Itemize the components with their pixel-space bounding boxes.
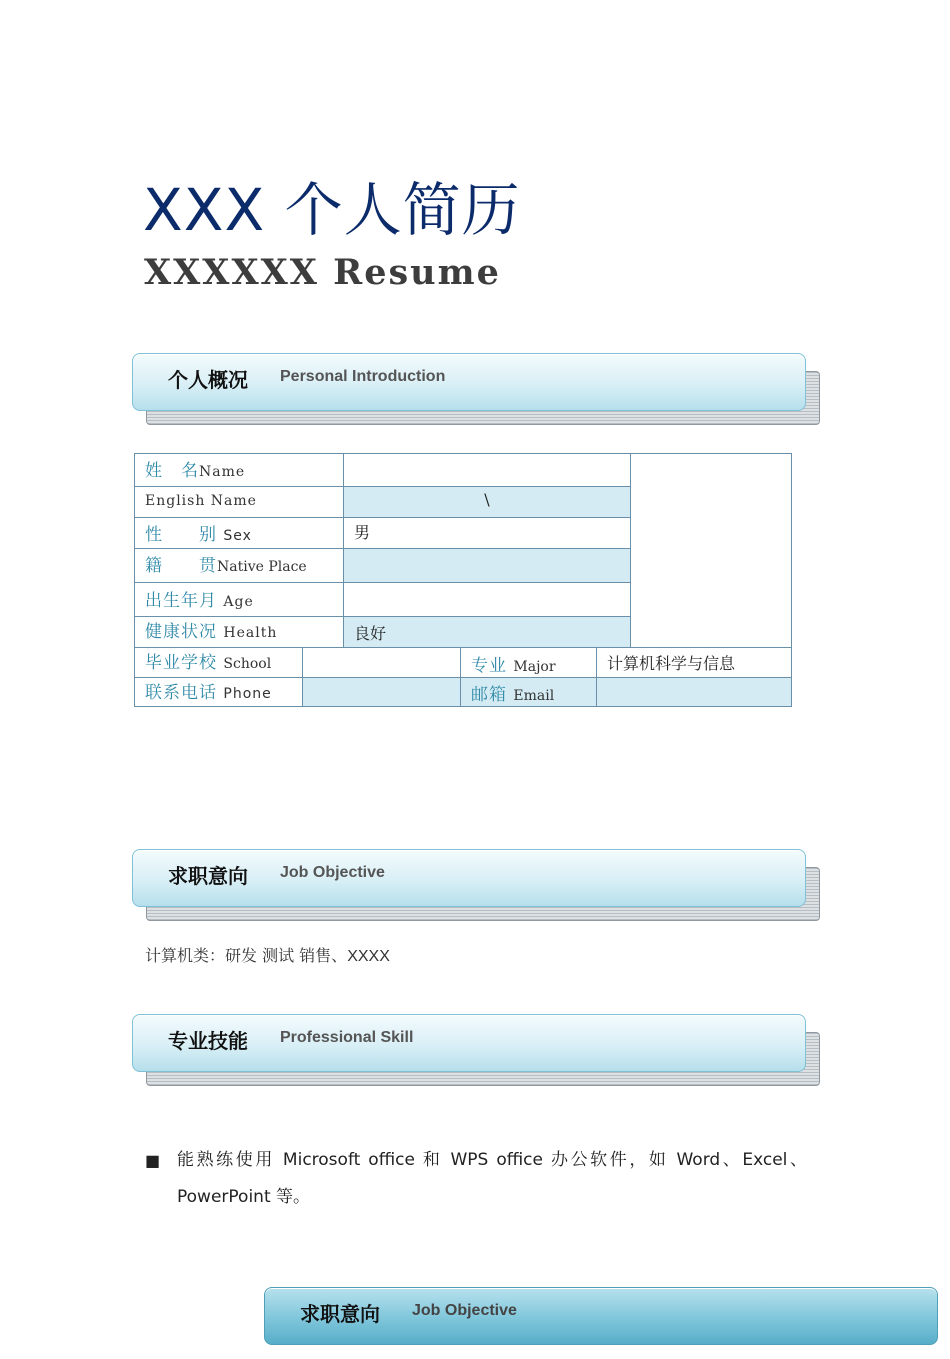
label-cn: 健康状况 bbox=[145, 622, 217, 642]
label-en: Phone bbox=[223, 686, 272, 702]
photo-placeholder bbox=[630, 453, 792, 648]
section-title-en: Professional Skill bbox=[280, 1029, 414, 1046]
table-label-sex bbox=[134, 517, 344, 549]
skill-list-item bbox=[145, 1142, 807, 1216]
table-label-english-name bbox=[134, 486, 344, 518]
table-value-health: 良好 bbox=[343, 616, 631, 648]
label-cn: 姓 名 bbox=[145, 461, 199, 481]
label-en: English Name bbox=[145, 493, 257, 509]
personal-info-table bbox=[134, 453, 792, 707]
table-value-phone bbox=[302, 677, 461, 707]
table-label-name bbox=[134, 453, 344, 487]
section-title-cn: 个人概况 bbox=[168, 368, 248, 392]
label-cn: 籍 贯 bbox=[145, 556, 217, 576]
table-label-major bbox=[460, 647, 597, 678]
label-en: Major bbox=[513, 659, 556, 675]
label-en: Name bbox=[199, 464, 246, 480]
section-banner-skill bbox=[132, 1014, 806, 1086]
table-label-age bbox=[134, 582, 344, 617]
section-title-en: Job Objective bbox=[412, 1302, 517, 1319]
label-cn: 专业 bbox=[471, 656, 507, 676]
skill-text: 能熟练使用 Microsoft office 和 WPS office 办公软件，如 Word、Excel、PowerPoint 等。 bbox=[177, 1150, 807, 1207]
label-en: Email bbox=[513, 688, 555, 704]
label-en: Health bbox=[223, 625, 278, 641]
table-value-age bbox=[343, 582, 631, 617]
section-banner-objective-bottom bbox=[264, 1287, 938, 1359]
label-cn: 联系电话 bbox=[145, 683, 217, 703]
section-banner-objective bbox=[132, 849, 806, 921]
table-value-major: 计算机科学与信息 bbox=[596, 647, 792, 678]
table-value-email bbox=[596, 677, 792, 707]
label-cn: 邮箱 bbox=[471, 685, 507, 705]
section-title-cn: 求职意向 bbox=[300, 1302, 380, 1326]
label-en: Age bbox=[223, 594, 254, 610]
section-title-en: Job Objective bbox=[280, 864, 385, 881]
label-en: Sex bbox=[223, 528, 252, 544]
label-en: School bbox=[223, 656, 272, 672]
table-value-name bbox=[343, 453, 631, 487]
table-label-school bbox=[134, 647, 303, 678]
table-label-email bbox=[460, 677, 597, 707]
section-title-en: Personal Introduction bbox=[280, 368, 446, 385]
section-title-cn: 求职意向 bbox=[168, 864, 248, 888]
section-banner-personal bbox=[132, 353, 806, 425]
objective-prefix: 计算机类：研发 测试 销售、 bbox=[145, 946, 348, 965]
section-title-cn: 专业技能 bbox=[168, 1029, 248, 1053]
objective-suffix: XXXX bbox=[347, 948, 390, 965]
table-label-native-place bbox=[134, 548, 344, 583]
square-bullet-icon: ■ bbox=[145, 1151, 161, 1170]
label-cn: 毕业学校 bbox=[145, 653, 217, 673]
table-value-sex: 男 bbox=[343, 517, 631, 549]
table-value-native-place bbox=[343, 548, 631, 583]
resume-subtitle: XXXXXX Resume bbox=[144, 252, 501, 293]
label-en: Native Place bbox=[217, 559, 307, 575]
job-objective-text bbox=[145, 943, 390, 966]
table-value-english-name: \ bbox=[343, 486, 631, 518]
table-label-phone bbox=[134, 677, 303, 707]
label-cn: 性 别 bbox=[145, 525, 217, 545]
resume-title: XXX 个人简历 bbox=[143, 176, 521, 244]
label-cn: 出生年月 bbox=[145, 591, 217, 611]
table-label-health bbox=[134, 616, 344, 648]
table-value-school bbox=[302, 647, 461, 678]
